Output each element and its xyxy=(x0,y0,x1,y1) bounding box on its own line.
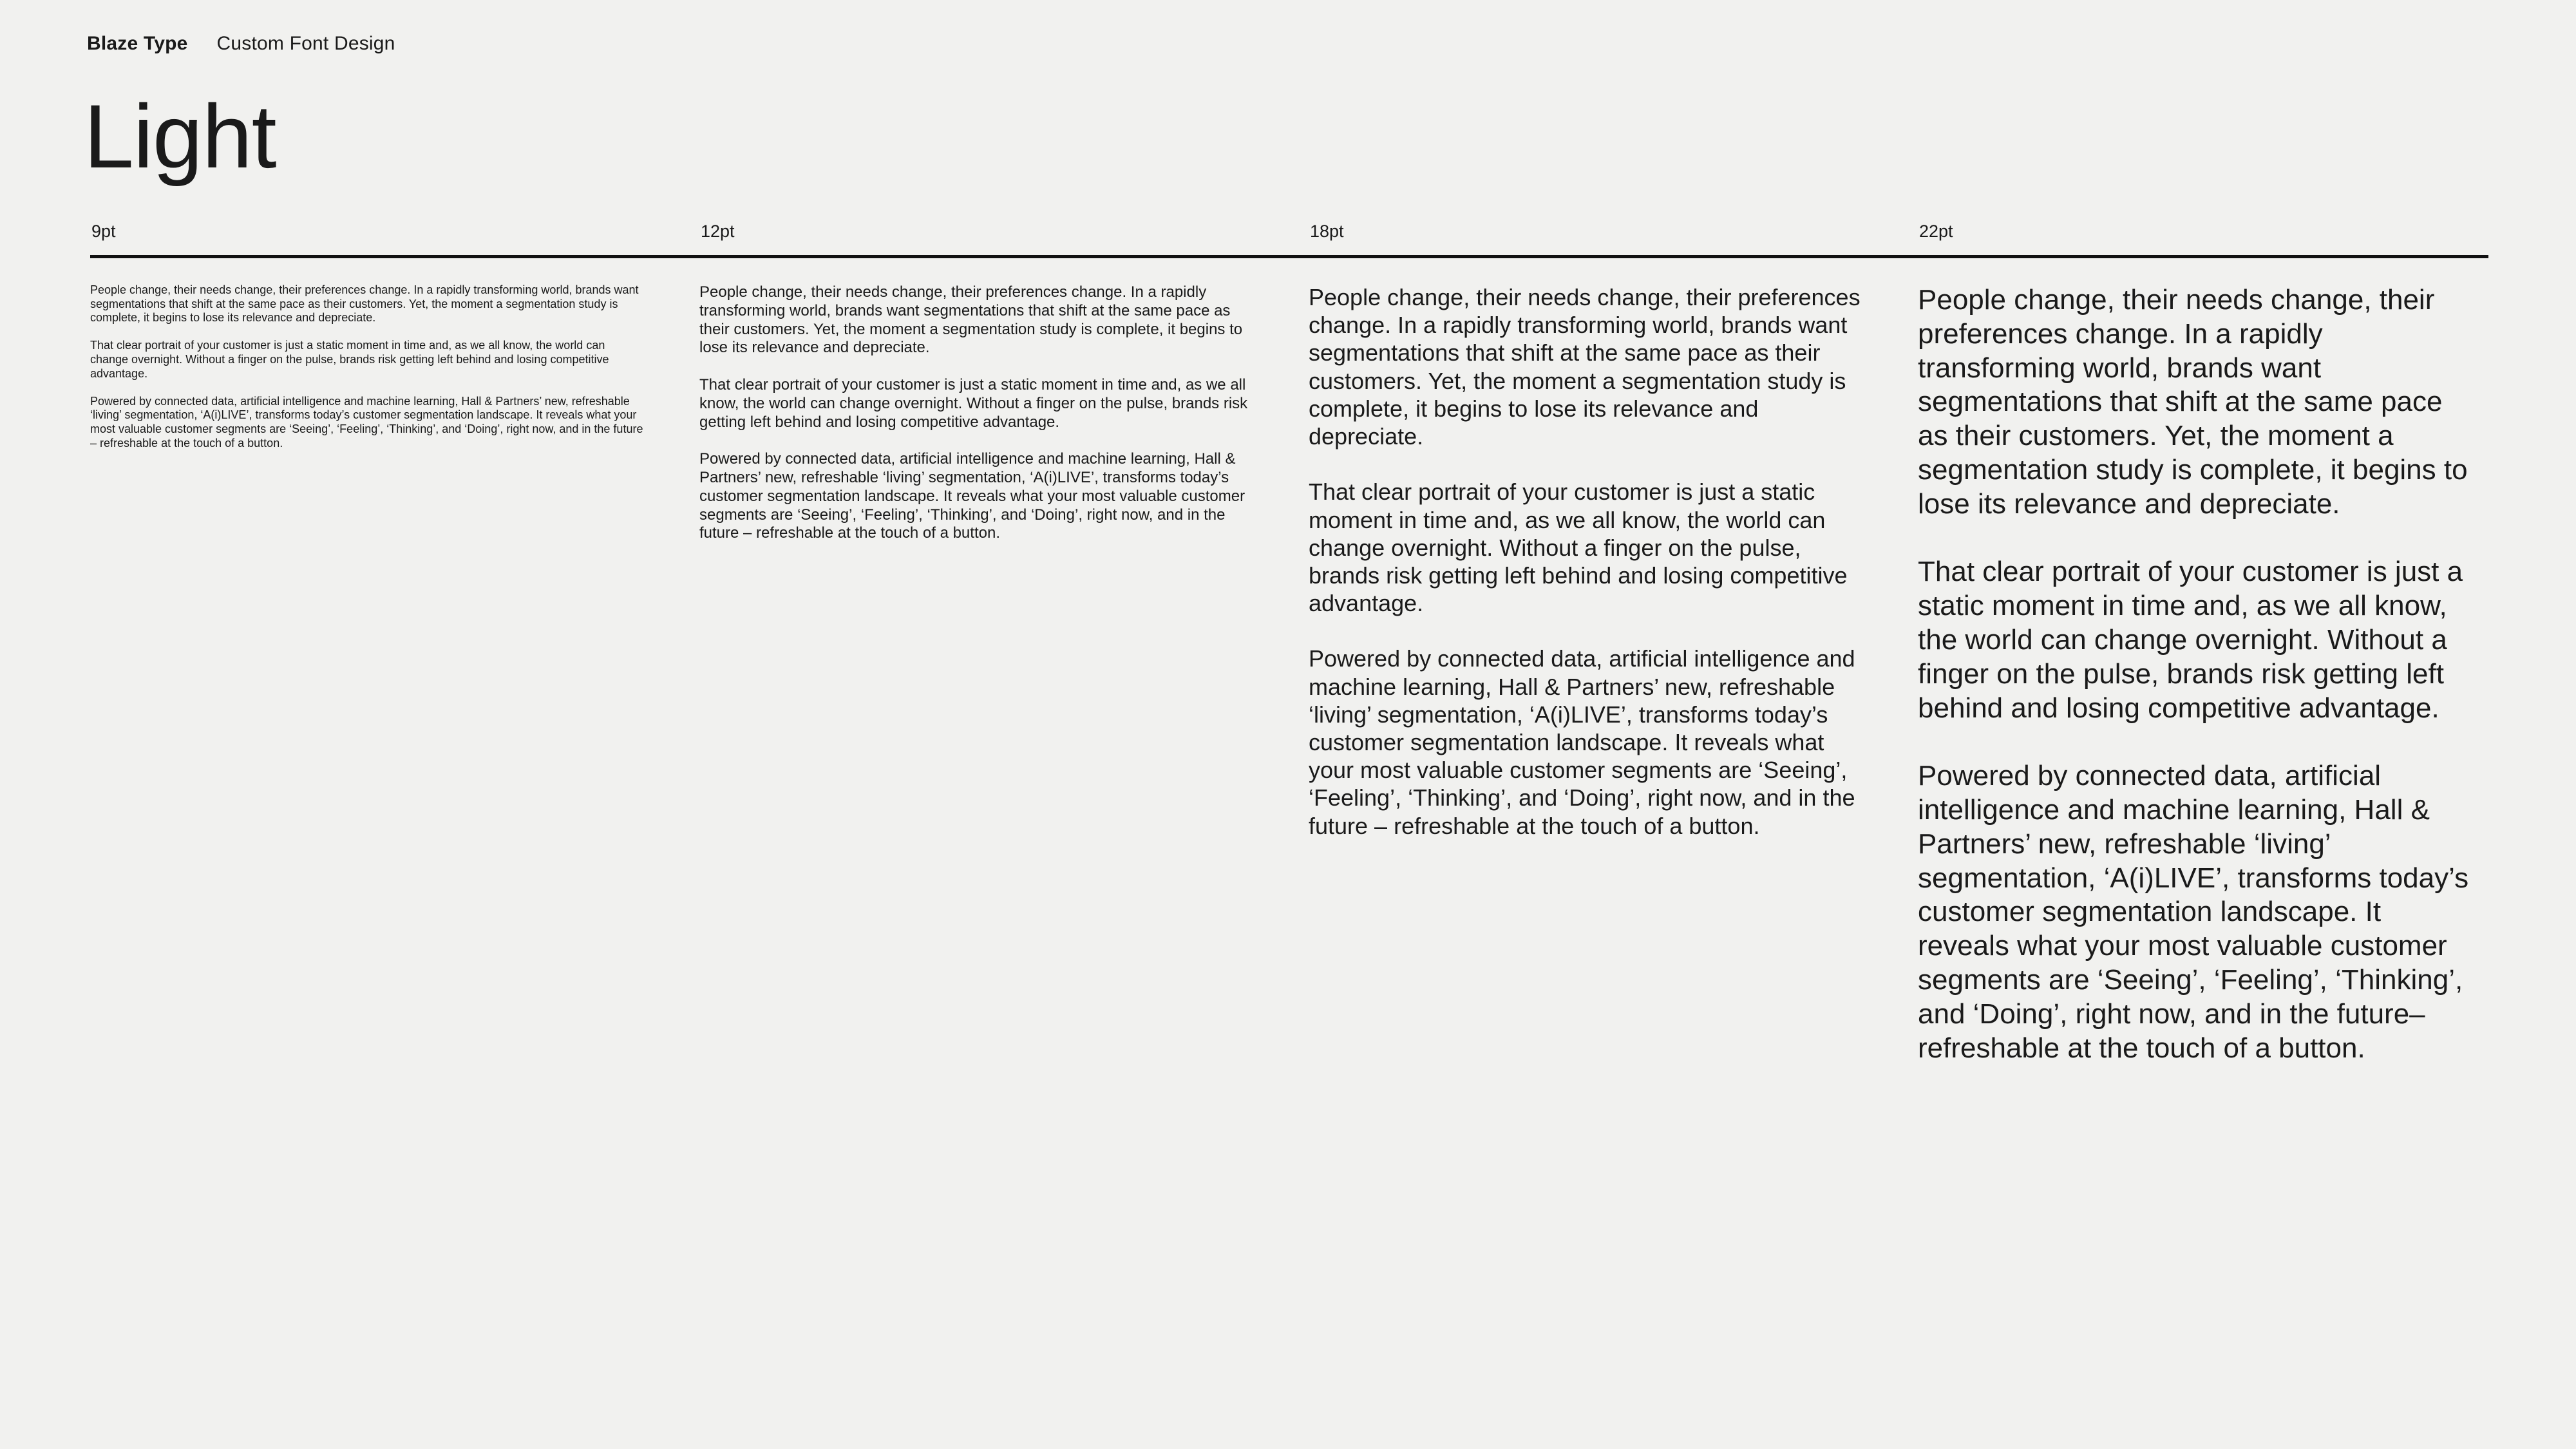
specimen-paragraph: Powered by connected data, artificial intelligence and machine learning, Hall & Partners’ new, refreshable ‘living’ segmentation, ‘A(i)LIVE’, transforms today’s customer segmentation landscape. It reveals what your most valuable customer segments are ‘Seeing’, ‘Feeling’, ‘Thinking’, and ‘Doing’, right now, and in the future–refreshable at the touch of a button. xyxy=(1918,760,2469,1064)
size-label-22pt: 22pt xyxy=(1919,222,1953,241)
specimen-column-18pt xyxy=(1309,283,1862,840)
specimen-paragraph: That clear portrait of your customer is just a static moment in time and, as we all know, the world can change overnight. Without a finger on the pulse, brands risk getting left behind and losing competitive advantage. xyxy=(1918,556,2463,724)
specimen-paragraph: People change, their needs change, their preferences change. In a rapidly transforming world, brands want segmentations that shift at the same pace as their customers. Yet, the moment a segmentation study is complete, it begins to lose its relevance and depreciate. xyxy=(1309,284,1861,450)
specimen-paragraph: That clear portrait of your customer is just a static moment in time and, as we all know, the world can change overnight. Without a finger on the pulse, brands risk getting left behind and losing competitive advantage. xyxy=(1309,478,1848,617)
header-rule xyxy=(90,255,2488,258)
specimen-column-9pt xyxy=(90,283,644,450)
size-label-9pt: 9pt xyxy=(91,222,116,241)
specimen-paragraph: That clear portrait of your customer is just a static moment in time and, as we all know, the world can change overnight. Without a finger on the pulse, brands risk getting left behind and losing competitive advantage. xyxy=(699,375,1248,431)
brand-logo-text[interactable]: Blaze Type xyxy=(87,33,188,54)
specimen-paragraph: People change, their needs change, their preferences change. In a rapidly transforming world, brands want segmentations that shift at the same pace as their customers. Yet, the moment a segmentation study is complete, it begins to lose its relevance and depreciate. xyxy=(90,283,639,325)
size-label-18pt: 18pt xyxy=(1310,222,1344,241)
specimen-paragraph: Powered by connected data, artificial intelligence and machine learning, Hall & Partners’ new, refreshable ‘living’ segmentation, ‘A(i)LIVE’, transforms today’s customer segmentation landscape. It reveals what your most valuable customer segments are ‘Seeing’, ‘Feeling’, ‘Thinking’, and ‘Doing’, right now, and in the future – refreshable at the touch of a button. xyxy=(1309,645,1855,839)
specimen-paragraph: That clear portrait of your customer is just a static moment in time and, as we all know, the world can change overnight. Without a finger on the pulse, brands risk getting left behind and losing competitive advantage. xyxy=(90,339,609,380)
project-subtitle: Custom Font Design xyxy=(216,33,395,54)
specimen-paragraph: People change, their needs change, their preferences change. In a rapidly transforming world, brands want segmentations that shift at the same pace as their customers. Yet, the moment a segmentation study is complete, it begins to lose its relevance and depreciate. xyxy=(699,283,1243,357)
specimen-column-22pt xyxy=(1918,283,2472,1065)
header xyxy=(87,34,395,53)
weight-title: Light xyxy=(84,86,276,187)
specimen-paragraph: Powered by connected data, artificial intelligence and machine learning, Hall & Partners’ new, refreshable ‘living’ segmentation, ‘A(i)LIVE’, transforms today’s customer segmentation landscape. It reveals what your most valuable customer segments are ‘Seeing’, ‘Feeling’, ‘Thinking’, and ‘Doing’, right now, and in the future – refreshable at the touch of a button. xyxy=(699,450,1245,542)
size-label-12pt: 12pt xyxy=(701,222,735,241)
specimen-paragraph: Powered by connected data, artificial intelligence and machine learning, Hall & Partners’ new, refreshable ‘living’ segmentation, ‘A(i)LIVE’, transforms today’s customer segmentation landscape. It reveals what your most valuable customer segments are ‘Seeing’, ‘Feeling’, ‘Thinking’, and ‘Doing’, right now, and in the future – refreshable at the touch of a button. xyxy=(90,394,643,450)
specimen-column-12pt xyxy=(699,283,1253,543)
specimen-paragraph: People change, their needs change, their preferences change. In a rapidly transforming world, brands want segmentations that shift at the same pace as their customers. Yet, the moment a segmentation study is complete, it begins to lose its relevance and depreciate. xyxy=(1918,284,2468,520)
